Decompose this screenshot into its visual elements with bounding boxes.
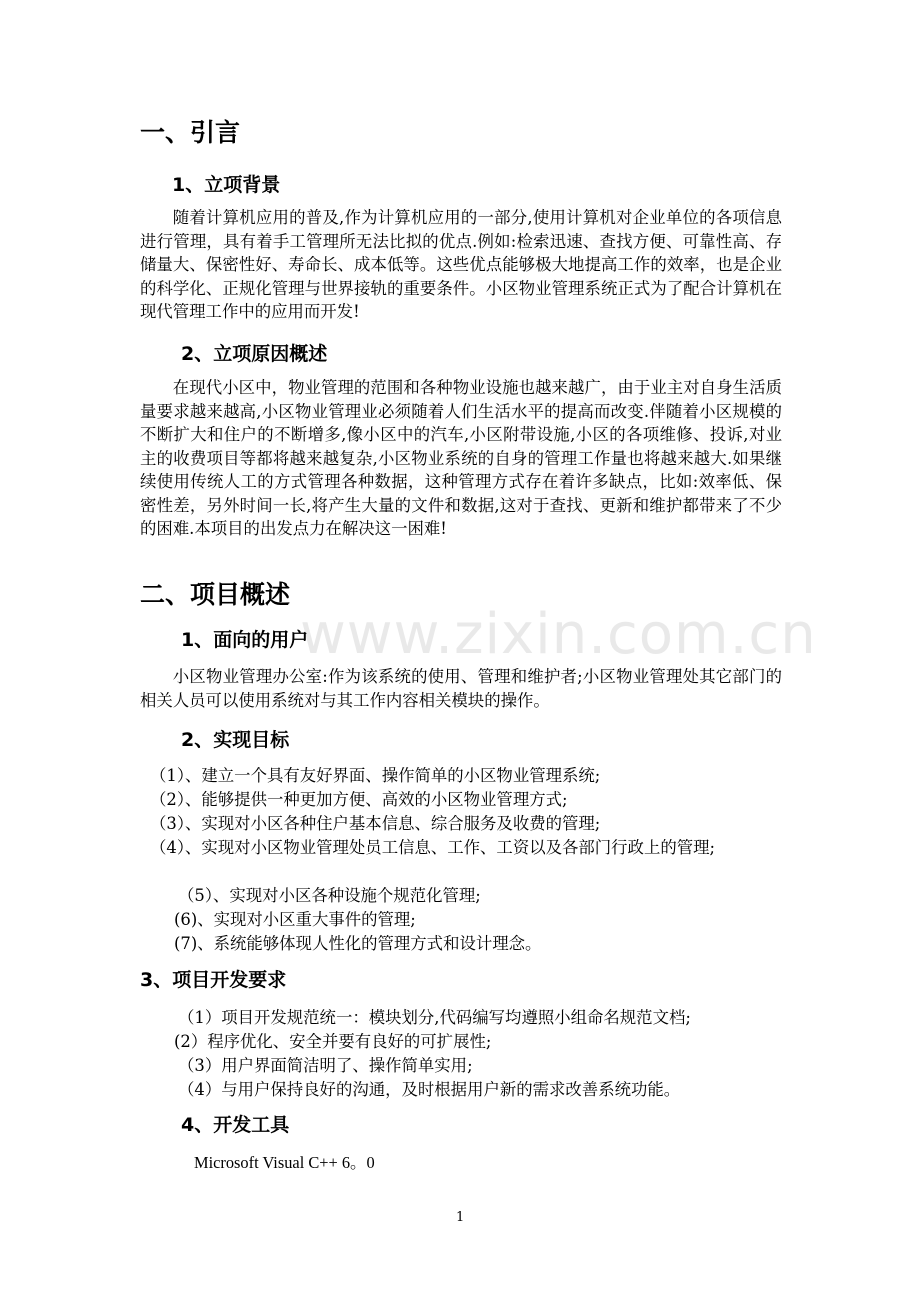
paragraph-background: 随着计算机应用的普及,作为计算机应用的一部分,使用计算机对企业单位的各项信息进行管理，具有着手工管理所无法比拟的优点.例如:检索迅速、查找方便、可靠性高、存储量大、保密性好、寿命长、成本低等。这些优点能够极大地提高工作的效率，也是企业的科学化、正规化管理与世界接轨的重要条件。小区物业管理系统正式为了配合计算机在现代管理工作中的应用而开发! [140,208,782,321]
goal-item: (7)、系统能够体现人性化的管理方式和设计理念。 [174,934,542,953]
requirement-item: （4）与用户保持良好的沟通，及时根据用户新的需求改善系统功能。 [178,1080,681,1099]
watermark: www.zixin.com.cn [300,602,817,667]
requirement-item: （1）项目开发规范统一：模块划分,代码编写均遵照小组命名规范文档; [178,1008,691,1027]
heading-requirements: 3、项目开发要求 [140,969,287,991]
paragraph-users: 小区物业管理办公室:作为该系统的使用、管理和维护者;小区物业管理处其它部门的相关人员可以使用系统对与其工作内容相关模块的操作。 [140,667,782,710]
goal-item: （3）、实现对小区各种住户基本信息、综合服务及收费的管理; [150,814,601,833]
goal-item: （4）、实现对小区物业管理处员工信息、工作、工资以及各部门行政上的管理; [150,838,716,857]
requirement-item: (2）程序优化、安全并要有良好的可扩展性; [174,1032,492,1051]
heading-goals: 2、实现目标 [181,729,290,751]
heading-tools: 4、开发工具 [181,1114,290,1136]
page-number: 1 [456,1210,465,1225]
goal-item: （5）、实现对小区各种设施个规范化管理; [178,886,481,905]
section-title-intro: 一、引言 [140,118,241,147]
goal-item: （1）、建立一个具有友好界面、操作简单的小区物业管理系统; [150,766,601,785]
section-title-overview: 二、项目概述 [140,580,291,609]
heading-users: 1、面向的用户 [181,629,309,651]
tools-text: Microsoft Visual C++ 6。0 [194,1153,375,1172]
requirement-item: （3）用户界面简洁明了、操作简单实用; [178,1056,473,1075]
heading-reasons: 2、立项原因概述 [181,343,328,365]
heading-background: 1、立项背景 [172,174,281,196]
goal-item: (6)、实现对小区重大事件的管理; [174,910,416,929]
goal-item: （2）、能够提供一种更加方便、高效的小区物业管理方式; [150,790,568,809]
paragraph-reasons: 在现代小区中，物业管理的范围和各种物业设施也越来越广，由于业主对自身生活质量要求越来越高,小区物业管理业必须随着人们生活水平的提高而改变.伴随着小区规模的不断扩大和住户的不断增多,像小区中的汽车,小区附带设施,小区的各项维修、投诉,对业主的收费项目等都将越来越复杂,小区物业系统的自身的管理工作量也将越来越大.如果继续使用传统人工的方式管理各种数据，这种管理方式存在着许多缺点，比如:效率低、保密性差，另外时间一长,将产生大量的文件和数据,这对于查找、更新和维护都带来了不少的困难.本项目的出发点力在解决这一困难! [140,378,782,538]
